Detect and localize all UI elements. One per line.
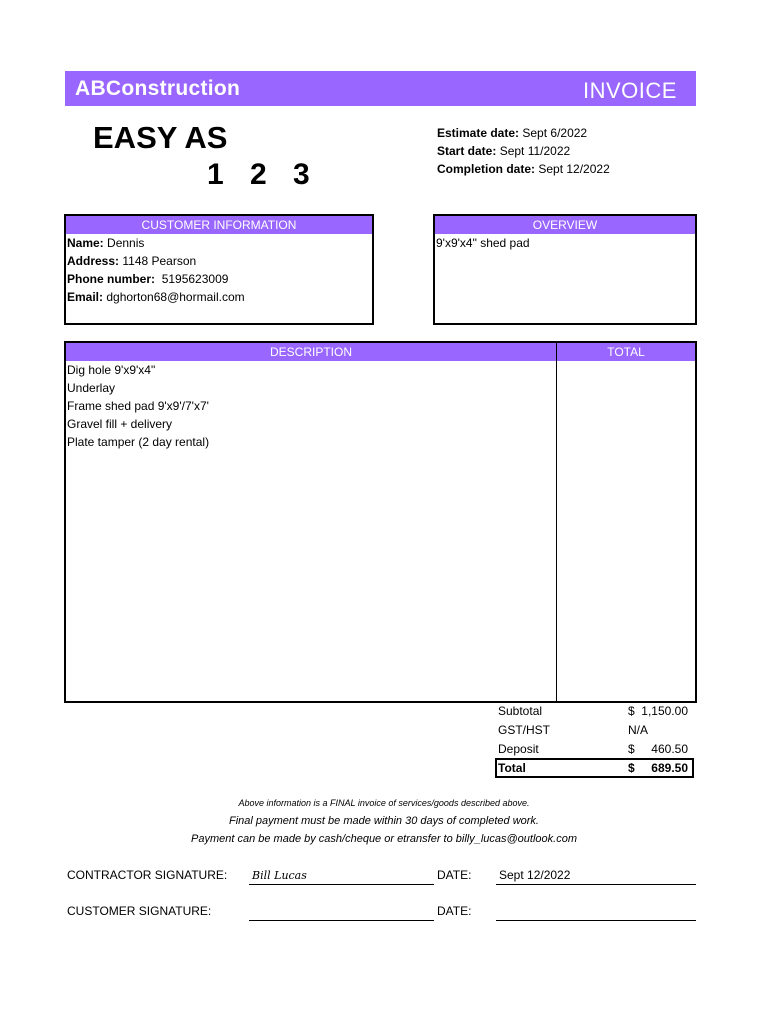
column-divider bbox=[556, 361, 557, 701]
customer-name-label: Name: bbox=[67, 236, 104, 250]
customer-email-label: Email: bbox=[67, 290, 104, 304]
customer-info-box bbox=[64, 214, 374, 325]
deposit-label: Deposit bbox=[498, 742, 539, 756]
list-item: Dig hole 9'x9'x4" bbox=[67, 363, 156, 377]
estimate-date-label: Estimate date: bbox=[437, 126, 520, 140]
items-table bbox=[64, 341, 697, 703]
customer-date-line[interactable] bbox=[496, 920, 696, 921]
contractor-date-line[interactable] bbox=[496, 884, 696, 885]
customer-name bbox=[67, 234, 372, 252]
deposit-currency: $ bbox=[628, 742, 635, 756]
header-divider bbox=[556, 343, 557, 361]
estimate-date bbox=[437, 124, 610, 142]
customer-signature-label: CUSTOMER SIGNATURE: bbox=[67, 904, 212, 918]
customer-signature-line[interactable] bbox=[249, 920, 434, 921]
logo-line2: 1 2 3 bbox=[207, 158, 319, 191]
completion-date-value: Sept 12/2022 bbox=[538, 162, 610, 176]
contractor-date-label: DATE: bbox=[437, 868, 472, 882]
overview-box bbox=[433, 214, 697, 325]
customer-info-body bbox=[66, 234, 372, 306]
tax-label: GST/HST bbox=[498, 723, 551, 737]
customer-email-value: dghorton68@hormail.com bbox=[106, 290, 245, 304]
contractor-signature-line[interactable] bbox=[249, 884, 434, 885]
total-value: 689.50 bbox=[651, 761, 688, 775]
subtotal-value: 1,150.00 bbox=[641, 704, 688, 718]
completion-date bbox=[437, 160, 610, 178]
list-item: Underlay bbox=[67, 381, 116, 395]
customer-email bbox=[67, 288, 372, 306]
customer-address bbox=[67, 252, 372, 270]
contractor-date-value: Sept 12/2022 bbox=[499, 868, 571, 882]
customer-phone-value: 5195623009 bbox=[161, 272, 229, 286]
customer-address-label: Address: bbox=[67, 254, 120, 268]
customer-phone-label: Phone number: bbox=[67, 272, 156, 286]
completion-date-label: Completion date: bbox=[437, 162, 535, 176]
tax-row bbox=[498, 721, 694, 739]
tax-value: N/A bbox=[628, 723, 649, 737]
document-type: INVOICE bbox=[583, 78, 677, 103]
items-list bbox=[66, 361, 695, 451]
logo-line1: EASY AS bbox=[93, 120, 228, 155]
overview-text: 9'x9'x4" shed pad bbox=[436, 236, 530, 250]
customer-phone bbox=[67, 270, 372, 288]
subtotal-currency: $ bbox=[628, 704, 635, 718]
start-date-value: Sept 11/2022 bbox=[499, 144, 571, 158]
note-payment-methods: Payment can be made by cash/cheque or etransfer to billy_lucas@outlook.com bbox=[191, 833, 577, 845]
dates-block bbox=[437, 124, 610, 178]
total-row bbox=[498, 759, 694, 777]
total-label: Total bbox=[498, 761, 526, 775]
subtotal-row bbox=[498, 702, 694, 720]
company-name: ABConstruction bbox=[75, 77, 241, 100]
deposit-value: 460.50 bbox=[651, 742, 688, 756]
overview-heading: OVERVIEW bbox=[435, 216, 695, 234]
list-item: Frame shed pad 9'x9'/7'x7' bbox=[67, 399, 209, 413]
subtotal-label: Subtotal bbox=[498, 704, 543, 718]
start-date bbox=[437, 142, 610, 160]
customer-info-heading: CUSTOMER INFORMATION bbox=[66, 216, 372, 234]
list-item: Plate tamper (2 day rental) bbox=[67, 435, 210, 449]
items-table-header bbox=[66, 343, 695, 361]
total-currency: $ bbox=[628, 761, 635, 775]
estimate-date-value: Sept 6/2022 bbox=[522, 126, 588, 140]
deposit-row bbox=[498, 740, 694, 758]
customer-address-value: 1148 Pearson bbox=[122, 254, 197, 268]
note-final-invoice: Above information is a FINAL invoice of services/goods described above. bbox=[238, 798, 530, 808]
list-item: Gravel fill + delivery bbox=[67, 417, 173, 431]
contractor-signature-label: CONTRACTOR SIGNATURE: bbox=[67, 868, 228, 882]
start-date-label: Start date: bbox=[437, 144, 497, 158]
description-heading: DESCRIPTION bbox=[66, 343, 556, 361]
note-payment-terms: Final payment must be made within 30 days of completed work. bbox=[229, 815, 539, 827]
customer-date-label: DATE: bbox=[437, 904, 472, 918]
total-heading: TOTAL bbox=[557, 343, 695, 361]
contractor-signature: Bill Lucas bbox=[252, 869, 307, 882]
customer-name-value: Dennis bbox=[107, 236, 145, 250]
